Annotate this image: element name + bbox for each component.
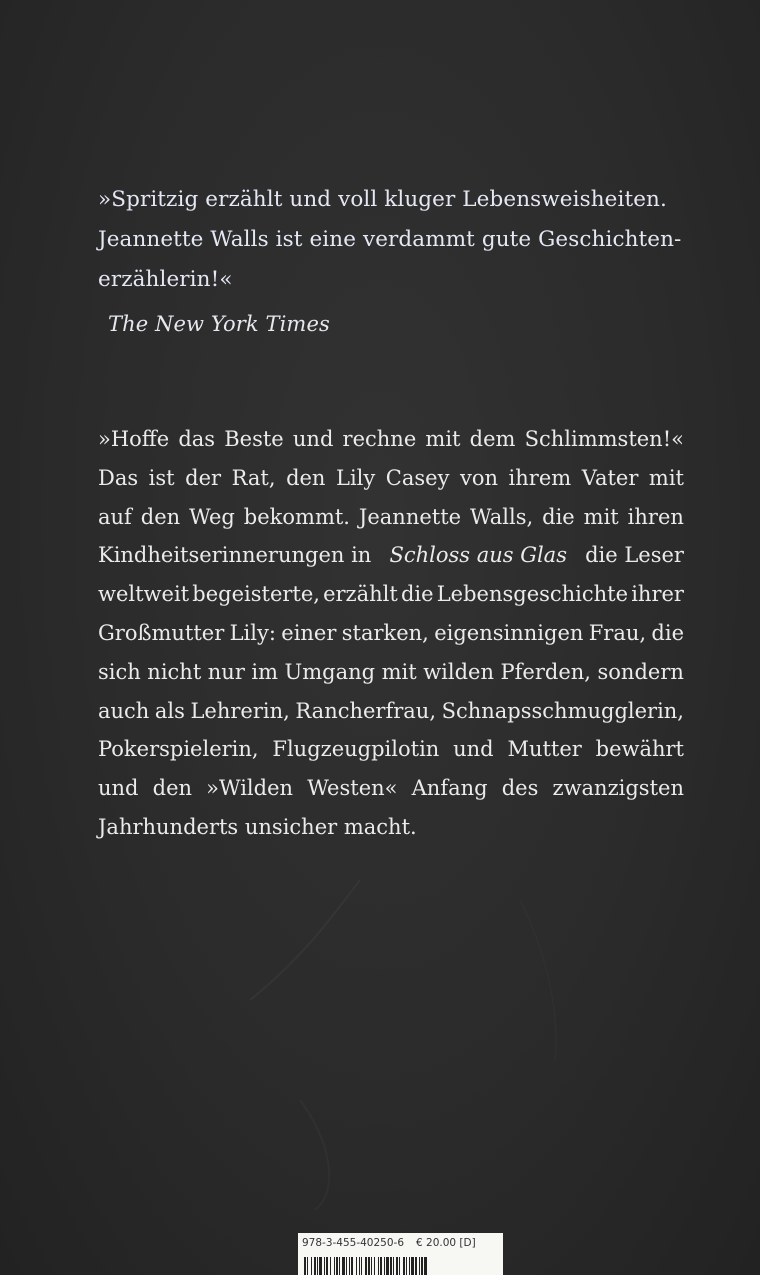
review-quote	[98, 180, 698, 342]
blurb-word: Großmutter	[98, 620, 225, 645]
blurb-line	[98, 420, 684, 459]
barcode-stripe	[339, 1257, 340, 1275]
blurb-word: nicht	[147, 659, 202, 684]
quote-line: »Spritzig erzählt und voll kluger Lebensweisheiten.	[98, 187, 667, 212]
blurb-text: Jahrhunderts unsicher macht.	[98, 814, 417, 839]
barcode-stripe	[307, 1257, 308, 1275]
barcode-stripe	[403, 1257, 405, 1275]
book-title-reference: Schloss aus Glas	[389, 543, 567, 568]
book-blurb	[98, 420, 684, 847]
blurb-word: Jeannette	[358, 504, 462, 529]
blurb-line	[98, 459, 684, 498]
blurb-word: die	[400, 582, 434, 607]
blurb-word: Anfang	[411, 776, 488, 801]
blurb-word: ihrem	[508, 465, 572, 490]
blurb-word: Schnapsschmugglerin,	[441, 698, 684, 723]
blurb-word: Westen«	[307, 776, 398, 801]
blurb-word: ihren	[627, 504, 684, 529]
blurb-word: nur	[207, 659, 245, 684]
barcode-stripe	[396, 1257, 398, 1275]
blurb-word: »Hoffe	[98, 427, 170, 451]
barcode-stripe	[311, 1257, 312, 1275]
quote-source: The New York Times	[108, 312, 330, 336]
blurb-word: mit	[381, 659, 417, 684]
blurb-text: die Leser	[585, 543, 684, 568]
barcode-stripe	[409, 1257, 410, 1275]
blurb-word: mit	[648, 465, 684, 490]
barcode-stripe	[419, 1257, 420, 1275]
blurb-word: die	[651, 620, 684, 645]
barcode-stripe	[378, 1257, 379, 1275]
blurb-word: wilden	[423, 659, 495, 684]
barcode-stripe	[411, 1257, 414, 1275]
barcode-stripe	[351, 1257, 353, 1275]
barcode-stripe	[356, 1257, 357, 1275]
blurb-word: Lebensgeschichte	[436, 582, 629, 607]
blurb-word: rechne	[342, 427, 417, 451]
blurb-word: als	[154, 698, 185, 723]
barcode-stripe	[349, 1257, 350, 1275]
barcode-stripe	[304, 1257, 306, 1275]
blurb-word: eigensinnigen	[434, 620, 584, 645]
blurb-word: starken,	[341, 620, 429, 645]
blurb-word: Umgang	[284, 659, 376, 684]
blurb-word: auf	[98, 504, 132, 529]
blurb-word: im	[251, 659, 279, 684]
blurb-word: mit	[583, 504, 619, 529]
blurb-word: Weg	[189, 504, 235, 529]
price-label: € 20.00 [D]	[416, 1237, 476, 1249]
blurb-line	[98, 730, 684, 769]
blurb-word: Schlimmsten!«	[524, 427, 684, 451]
blurb-word: den	[140, 504, 181, 529]
blurb-word: Pokerspielerin,	[98, 737, 259, 762]
blurb-word: den	[286, 465, 326, 490]
barcode-stripe	[380, 1257, 382, 1275]
blurb-line	[98, 653, 684, 692]
barcode-stripe	[384, 1257, 385, 1275]
blurb-word: der	[185, 465, 222, 490]
isbn-number: 978-3-455-40250-6	[302, 1237, 405, 1249]
barcode-label	[298, 1233, 503, 1275]
blurb-text: Kindheitserinnerungen in	[98, 543, 372, 568]
isbn-price-row	[298, 1233, 503, 1253]
blurb-word: begeisterte,	[192, 582, 320, 607]
blurb-word: Casey	[385, 465, 450, 490]
barcode-stripe	[314, 1257, 316, 1275]
blurb-word: Lily:	[229, 620, 276, 645]
barcode-stripe	[361, 1257, 362, 1275]
blurb-word: sondern	[597, 659, 684, 684]
barcode-stripe	[374, 1257, 375, 1275]
blurb-line	[98, 808, 684, 847]
barcode-stripe	[424, 1257, 427, 1275]
blurb-word: und	[98, 776, 139, 801]
blurb-word: von	[459, 465, 499, 490]
blurb-word: Lily	[336, 465, 376, 490]
blurb-word: bewährt	[595, 737, 684, 762]
blurb-word: zwanzigsten	[552, 776, 684, 801]
blurb-word: weltweit	[98, 582, 190, 607]
barcode-stripe	[330, 1257, 331, 1275]
barcode-stripe	[342, 1257, 345, 1275]
blurb-word: Walls,	[470, 504, 534, 529]
blurb-word: und	[292, 427, 334, 451]
barcode-stripe	[324, 1257, 325, 1275]
barcode-stripe	[346, 1257, 347, 1275]
blurb-word: »Wilden	[206, 776, 294, 801]
blurb-word: Mutter	[507, 737, 582, 762]
blurb-word: einer	[281, 620, 337, 645]
blurb-word: die	[542, 504, 575, 529]
barcode-stripe	[421, 1257, 423, 1275]
blurb-line	[98, 614, 684, 653]
blurb-word: ist	[148, 465, 175, 490]
blurb-word: sich	[98, 659, 141, 684]
blurb-word: den	[152, 776, 193, 801]
barcode-stripe	[359, 1257, 360, 1275]
blurb-word: auch	[98, 698, 150, 723]
blurb-line	[98, 498, 684, 537]
barcode-stripe	[336, 1257, 338, 1275]
blurb-word: bekommt.	[243, 504, 350, 529]
barcode-stripe	[390, 1257, 392, 1275]
blurb-word: Pferden,	[500, 659, 591, 684]
blurb-word: Beste	[224, 427, 284, 451]
barcode-stripe	[371, 1257, 372, 1275]
barcode-stripe	[386, 1257, 389, 1275]
quote-line: erzählerin!«	[98, 267, 233, 292]
barcode-stripe	[317, 1257, 318, 1275]
barcode-stripe	[334, 1257, 335, 1275]
blurb-line	[98, 769, 684, 808]
blurb-word: und	[453, 737, 494, 762]
blurb-word: dem	[469, 427, 516, 451]
barcode-stripe	[399, 1257, 400, 1275]
blurb-line	[98, 536, 684, 575]
blurb-word: Das	[98, 465, 139, 490]
barcode-bars	[304, 1257, 498, 1275]
blurb-word: Flugzeugpilotin	[272, 737, 440, 762]
blurb-word: des	[501, 776, 539, 801]
barcode-stripe	[406, 1257, 407, 1275]
blurb-word: ihrer	[631, 582, 684, 607]
blurb-word: Rancherfrau,	[295, 698, 436, 723]
blurb-word: Vater	[581, 465, 639, 490]
barcode-stripe	[365, 1257, 367, 1275]
barcode-stripe	[415, 1257, 417, 1275]
blurb-word: mit	[425, 427, 461, 451]
blurb-word: erzählt	[323, 582, 398, 607]
blurb-line	[98, 575, 684, 614]
quote-line: Jeannette Walls ist eine verdammt gute Geschichten-	[98, 227, 682, 252]
barcode-stripe	[326, 1257, 328, 1275]
blurb-line	[98, 692, 684, 731]
blurb-word: Frau,	[588, 620, 647, 645]
blurb-word: Rat,	[231, 465, 276, 490]
blurb-word: das	[178, 427, 216, 451]
barcode-stripe	[368, 1257, 370, 1275]
barcode-stripe	[393, 1257, 394, 1275]
blurb-word: Lehrerin,	[190, 698, 290, 723]
barcode-stripe	[319, 1257, 322, 1275]
